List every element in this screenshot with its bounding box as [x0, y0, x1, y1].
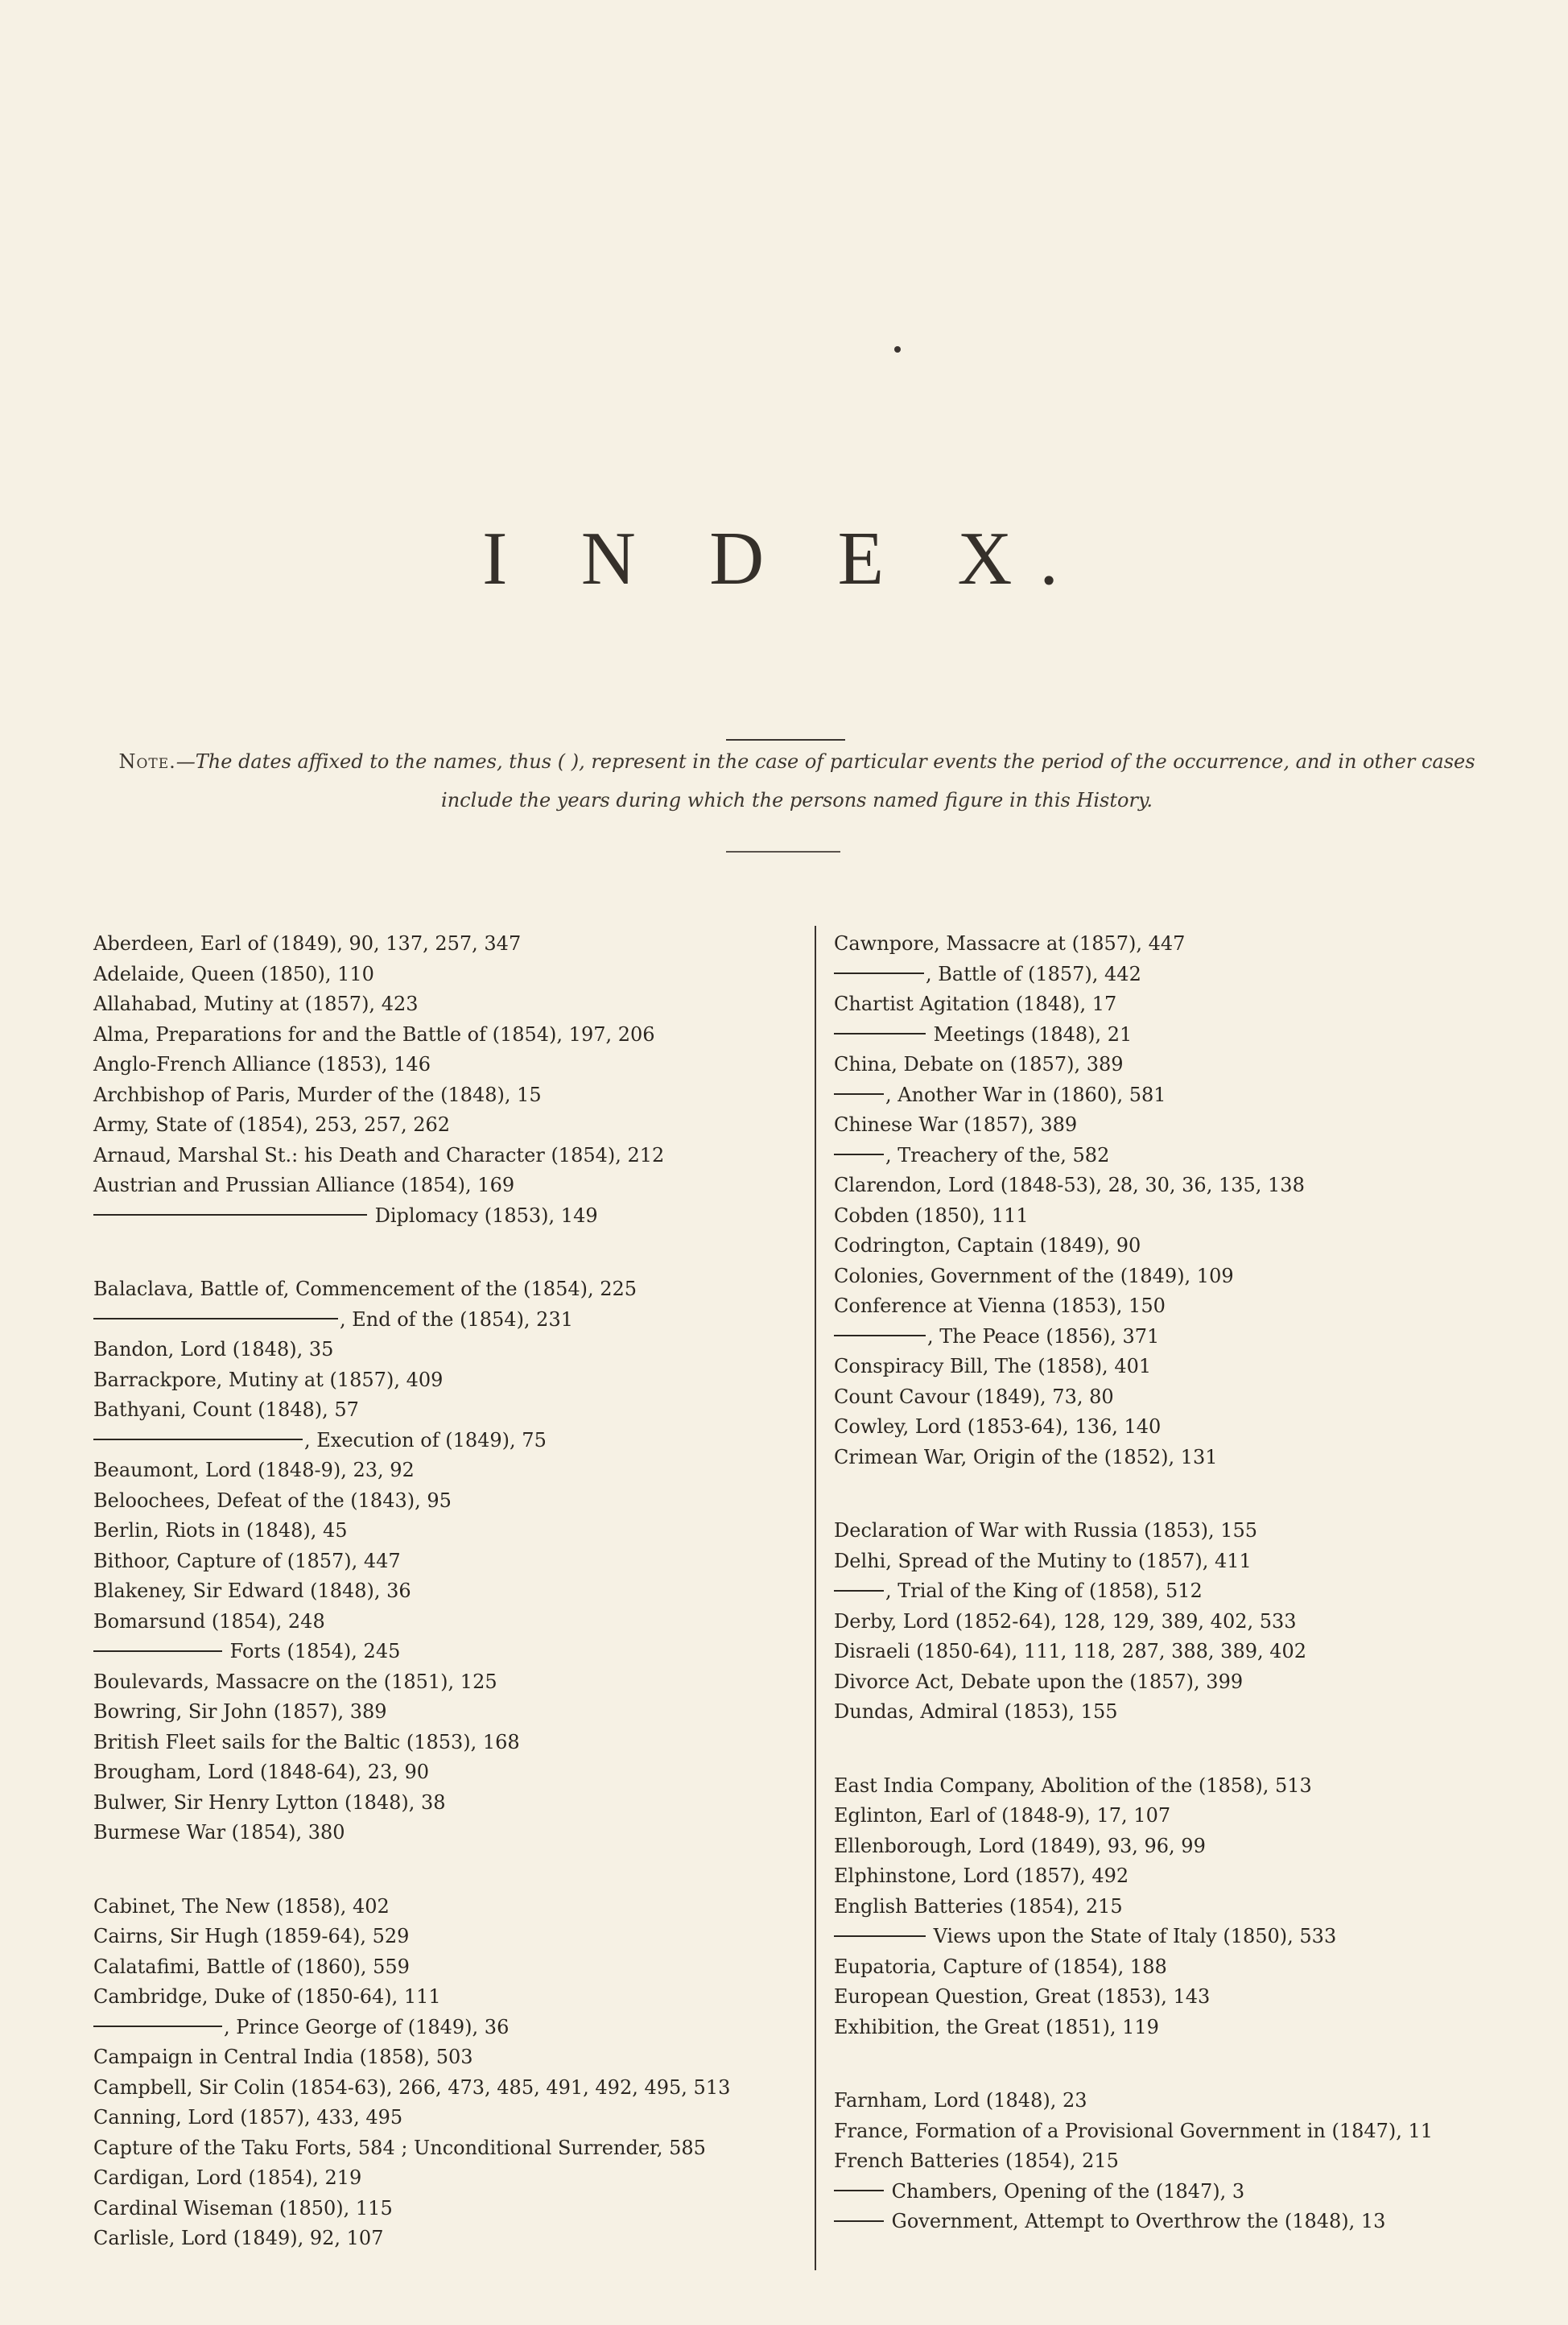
index-entry: Codrington, Captain (1849), 90: [834, 1234, 1141, 1257]
ditto-rule: [93, 1318, 338, 1319]
ditto-rule: [834, 2220, 884, 2222]
index-entry: Disraeli (1850-64), 111, 118, 287, 388, 389, 402: [834, 1640, 1307, 1662]
title-rule: [726, 739, 845, 741]
index-subentry: [834, 960, 1542, 990]
page-title: I N D E X.: [482, 517, 1086, 601]
note-text: —The dates affixed to the names, thus ( ), represent in the case of particular events the period of the occurrence, and in other cases include the years during which the persons named figure in this History.: [175, 750, 1475, 811]
ditto-rule: [834, 1093, 884, 1095]
index-entry: Count Cavour (1849), 73, 80: [834, 1385, 1114, 1408]
index-entry: Beloochees, Defeat of the (1843), 95: [93, 1489, 452, 1512]
index-subentry-text: , Battle of (1857), 442: [926, 962, 1141, 985]
index-entry: Cowley, Lord (1853-64), 136, 140: [834, 1415, 1162, 1438]
index-entry: Bulwer, Sir Henry Lytton (1848), 38: [93, 1790, 446, 1814]
index-entry: Conference at Vienna (1853), 150: [834, 1295, 1166, 1317]
index-subentry: [93, 2013, 802, 2043]
index-entry: Chinese War (1857), 389: [834, 1113, 1078, 1136]
index-entry: Berlin, Riots in (1848), 45: [93, 1519, 348, 1542]
index-subentry-text: , Prince George of (1849), 36: [224, 2015, 510, 2038]
ditto-rule: [834, 1033, 926, 1034]
index-subentry: [834, 2207, 1542, 2237]
index-group-e: [834, 1771, 1542, 2043]
index-entry: Calatafimi, Battle of (1860), 559: [93, 1955, 410, 1978]
index-subentry-text: Views upon the State of Italy (1850), 533: [933, 1925, 1337, 1947]
note-paragraph: [105, 742, 1489, 820]
index-entry: Brougham, Lord (1848-64), 23, 90: [93, 1761, 430, 1783]
index-entry: Dundas, Admiral (1853), 155: [834, 1700, 1118, 1723]
index-entry: Alma, Preparations for and the Battle of (1854), 197, 206: [93, 1022, 655, 1046]
index-subentry-text: , The Peace (1856), 371: [927, 1324, 1160, 1348]
index-entry: Cobden (1850), 111: [834, 1204, 1029, 1227]
index-entry: Beaumont, Lord (1848-9), 23, 92: [93, 1459, 415, 1481]
index-subentry: [834, 1020, 1542, 1051]
index-entry: European Question, Great (1853), 143: [834, 1985, 1211, 2008]
ditto-rule: [834, 1154, 884, 1155]
index-group-b: [93, 1274, 802, 1848]
index-entry: Carlisle, Lord (1849), 92, 107: [93, 2227, 384, 2249]
index-entry: Army, State of (1854), 253, 257, 262: [93, 1113, 451, 1136]
ditto-rule: [834, 1335, 926, 1336]
index-entry: Ellenborough, Lord (1849), 93, 96, 99: [834, 1834, 1206, 1857]
index-entry: Capture of the Taku Forts, 584 ; Unconditional Surrender, 585: [93, 2136, 706, 2159]
index-subentry-text: , End of the (1854), 231: [340, 1307, 573, 1331]
ditto-rule: [93, 1650, 222, 1652]
index-entry: Farnham, Lord (1848), 23: [834, 2089, 1087, 2112]
index-entry: Chartist Agitation (1848), 17: [834, 993, 1117, 1015]
index-entry: Burmese War (1854), 380: [93, 1821, 345, 1844]
index-group-c: [93, 1892, 802, 2254]
index-subentry: [834, 1141, 1542, 1171]
index-subentry: [834, 1576, 1542, 1607]
index-entry: France, Formation of a Provisional Government in (1847), 11: [834, 2119, 1434, 2142]
index-entry: Eupatoria, Capture of (1854), 188: [834, 1955, 1167, 1978]
index-entry: Anglo-French Alliance (1853), 146: [93, 1053, 431, 1076]
index-entry: Elphinstone, Lord (1857), 492: [834, 1865, 1129, 1887]
index-subentry: [834, 2177, 1542, 2207]
index-entry: Bandon, Lord (1848), 35: [93, 1338, 334, 1361]
index-group-d: [834, 1516, 1542, 1728]
ditto-rule: [834, 2190, 884, 2191]
index-entry: Campbell, Sir Colin (1854-63), 266, 473, 485, 491, 492, 495, 513: [93, 2075, 731, 2099]
index-entry: Archbishop of Paris, Murder of the (1848), 15: [93, 1083, 542, 1106]
index-entry: East India Company, Abolition of the (1858), 513: [834, 1774, 1312, 1797]
index-subentry-text: Diplomacy (1853), 149: [374, 1204, 598, 1227]
index-subentry-text: , Another War in (1860), 581: [885, 1083, 1166, 1106]
index-entry: Balaclava, Battle of, Commencement of the (1854), 225: [93, 1278, 638, 1300]
index-subentry-text: Forts (1854), 245: [229, 1640, 401, 1662]
index-entry: Colonies, Government of the (1849), 109: [834, 1264, 1234, 1287]
index-entry: Cabinet, The New (1858), 402: [93, 1894, 390, 1918]
index-subentry-text: , Trial of the King of (1858), 512: [885, 1580, 1203, 1602]
ditto-rule: [93, 2026, 222, 2027]
index-subentry-text: Meetings (1848), 21: [933, 1022, 1133, 1046]
index-group-f: [834, 2086, 1542, 2237]
index-subentry-text: Chambers, Opening of the (1847), 3: [891, 2179, 1245, 2203]
ditto-rule: [93, 1439, 303, 1440]
index-entry: Bithoor, Capture of (1857), 447: [93, 1549, 401, 1572]
ditto-rule: [834, 1935, 926, 1937]
index-subentry-text: , Treachery of the, 582: [885, 1143, 1110, 1167]
index-subentry: [834, 1080, 1542, 1111]
index-group-c-continued: [834, 929, 1542, 1472]
index-entry: English Batteries (1854), 215: [834, 1894, 1123, 1918]
index-entry: Conspiracy Bill, The (1858), 401: [834, 1355, 1152, 1377]
index-entry: Bomarsund (1854), 248: [93, 1609, 325, 1633]
index-entry: Canning, Lord (1857), 433, 495: [93, 2106, 403, 2129]
index-entry: Campaign in Central India (1858), 503: [93, 2046, 473, 2068]
index-subentry: [93, 1637, 802, 1667]
index-subentry: [93, 1201, 802, 1232]
index-entry: British Fleet sails for the Baltic (1853), 168: [93, 1730, 520, 1753]
index-subentry: [93, 1305, 802, 1336]
index-entry: Clarendon, Lord (1848-53), 28, 30, 36, 135, 138: [834, 1174, 1305, 1196]
index-entry: Eglinton, Earl of (1848-9), 17, 107: [834, 1804, 1171, 1827]
note-lead: Note.: [118, 750, 176, 773]
index-entry: Cardigan, Lord (1854), 219: [93, 2166, 362, 2189]
index-entry: Cambridge, Duke of (1850-64), 111: [93, 1985, 441, 2008]
index-subentry: [93, 1426, 802, 1456]
index-entry: China, Debate on (1857), 389: [834, 1053, 1124, 1076]
index-group-a: [93, 929, 802, 1231]
index-entry: French Batteries (1854), 215: [834, 2149, 1119, 2172]
ditto-rule: [834, 973, 924, 974]
index-entry: Exhibition, the Great (1851), 119: [834, 2015, 1159, 2038]
ditto-rule: [93, 1214, 367, 1216]
index-entry: Cairns, Sir Hugh (1859-64), 529: [93, 1925, 410, 1947]
index-subentry-text: Government, Attempt to Overthrow the (1848), 13: [891, 2210, 1386, 2232]
index-entry: Aberdeen, Earl of (1849), 90, 137, 257, 347: [93, 932, 522, 955]
index-column-right: [834, 929, 1542, 2281]
note-rule: [726, 851, 840, 853]
index-subentry: [834, 1922, 1542, 1952]
column-divider: [815, 926, 816, 2270]
ink-dot: [894, 346, 901, 353]
index-subentry-text: , Execution of (1849), 75: [304, 1428, 547, 1452]
index-entry: Adelaide, Queen (1850), 110: [93, 962, 374, 985]
index-entry: Arnaud, Marshal St.: his Death and Character (1854), 212: [93, 1143, 665, 1167]
index-entry: Derby, Lord (1852-64), 128, 129, 389, 402, 533: [834, 1609, 1297, 1633]
index-entry: Boulevards, Massacre on the (1851), 125: [93, 1670, 497, 1693]
index-entry: Delhi, Spread of the Mutiny to (1857), 411: [834, 1549, 1252, 1572]
index-column-left: [93, 929, 802, 2298]
index-entry: Cawnpore, Massacre at (1857), 447: [834, 932, 1186, 955]
index-entry: Allahabad, Mutiny at (1857), 423: [93, 993, 419, 1015]
index-entry: Blakeney, Sir Edward (1848), 36: [93, 1580, 411, 1602]
index-subentry: [834, 1322, 1542, 1352]
index-entry: Divorce Act, Debate upon the (1857), 399: [834, 1670, 1244, 1693]
index-entry: Cardinal Wiseman (1850), 115: [93, 2196, 393, 2220]
index-entry: Austrian and Prussian Alliance (1854), 169: [93, 1174, 515, 1196]
index-entry: Bathyani, Count (1848), 57: [93, 1398, 359, 1421]
ditto-rule: [834, 1590, 884, 1592]
index-entry: Crimean War, Origin of the (1852), 131: [834, 1445, 1218, 1468]
index-entry: Barrackpore, Mutiny at (1857), 409: [93, 1368, 444, 1391]
index-entry: Bowring, Sir John (1857), 389: [93, 1700, 387, 1723]
index-entry: Declaration of War with Russia (1853), 155: [834, 1519, 1258, 1542]
